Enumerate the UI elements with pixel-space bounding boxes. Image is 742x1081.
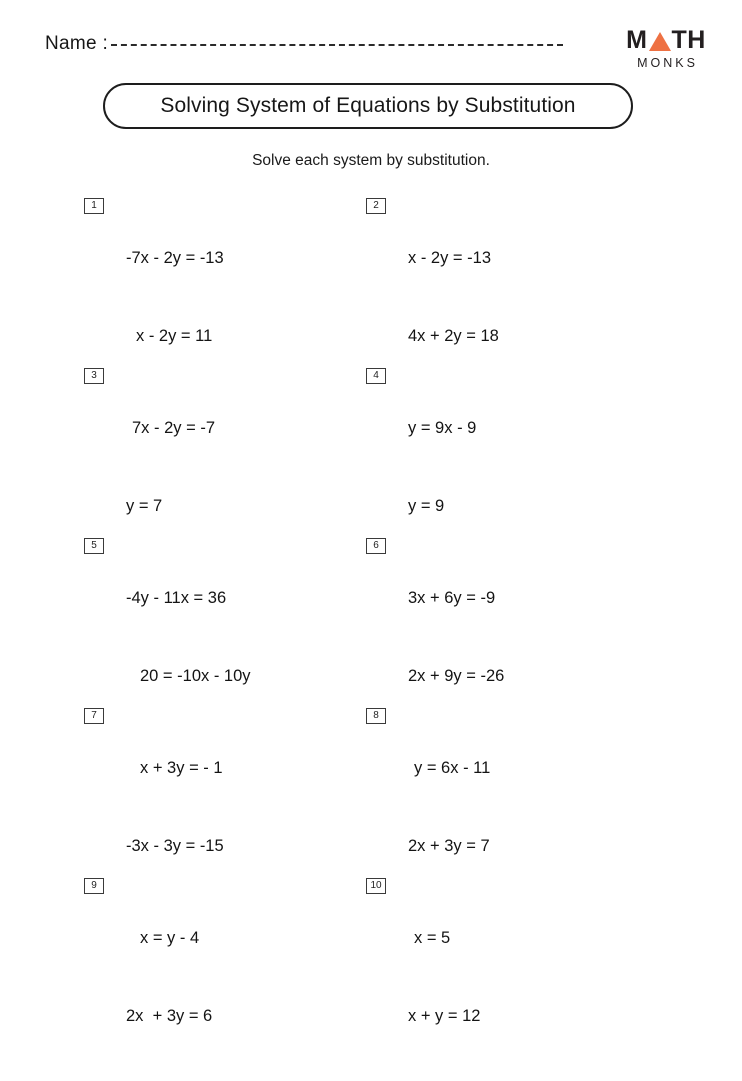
problem-row bbox=[0, 363, 742, 533]
equation-line: x - 2y = 11 bbox=[136, 327, 213, 345]
problem-number-badge: 3 bbox=[84, 368, 104, 384]
name-field-row bbox=[45, 33, 563, 55]
instruction-text: Solve each system by substitution. bbox=[252, 152, 490, 169]
math-monks-logo bbox=[618, 28, 714, 70]
problem-row bbox=[0, 873, 742, 1043]
equation-line: y = 9 bbox=[408, 497, 445, 515]
problem-number-badge: 8 bbox=[366, 708, 386, 724]
logo-letter-m: M bbox=[626, 26, 648, 54]
equation-line: x + 3y = - 1 bbox=[140, 759, 223, 777]
problem-row bbox=[0, 703, 742, 873]
logo-wordmark bbox=[618, 28, 714, 53]
problem-number-badge: 5 bbox=[84, 538, 104, 554]
problem-number-badge: 10 bbox=[366, 878, 386, 894]
problem-number-badge: 2 bbox=[366, 198, 386, 214]
triangle-icon bbox=[649, 32, 671, 51]
worksheet-title-banner bbox=[103, 83, 633, 129]
equation-line: -3x - 3y = -15 bbox=[126, 837, 224, 855]
equation-line: 2x + 3y = 6 bbox=[126, 1007, 213, 1025]
problem-grid bbox=[0, 193, 742, 1043]
equation-line: x = 5 bbox=[414, 929, 451, 947]
logo-subtext: MONKS bbox=[637, 56, 698, 70]
equation-line: -7x - 2y = -13 bbox=[126, 249, 224, 267]
equation-line: y = 6x - 11 bbox=[414, 759, 491, 777]
logo-letters-th: TH bbox=[671, 26, 706, 54]
problem-number-badge: 1 bbox=[84, 198, 104, 214]
equation-line: -4y - 11x = 36 bbox=[126, 589, 227, 607]
problem-item-10 bbox=[360, 873, 742, 1043]
equation-line: 4x + 2y = 18 bbox=[408, 327, 499, 345]
equation-line: x + y = 12 bbox=[408, 1007, 481, 1025]
problem-item-7 bbox=[0, 703, 360, 873]
page-title: Solving System of Equations by Substitution bbox=[160, 94, 576, 117]
problem-item-5 bbox=[0, 533, 360, 703]
problem-item-4 bbox=[360, 363, 742, 533]
problem-number-badge: 9 bbox=[84, 878, 104, 894]
problem-row bbox=[0, 533, 742, 703]
problem-item-3 bbox=[0, 363, 360, 533]
problem-number-badge: 6 bbox=[366, 538, 386, 554]
problem-item-9 bbox=[0, 873, 360, 1043]
equation-line: 3x + 6y = -9 bbox=[408, 589, 496, 607]
problem-number-badge: 7 bbox=[84, 708, 104, 724]
problem-item-1 bbox=[0, 193, 360, 363]
equation-line: 20 = -10x - 10y bbox=[140, 667, 251, 685]
equation-line: y = 7 bbox=[126, 497, 163, 515]
equation-line: y = 9x - 9 bbox=[408, 419, 477, 437]
equation-line: 2x + 9y = -26 bbox=[408, 667, 505, 685]
name-write-line[interactable] bbox=[111, 44, 563, 46]
name-label: Name : bbox=[45, 33, 109, 54]
problem-row bbox=[0, 193, 742, 363]
problem-item-8 bbox=[360, 703, 742, 873]
equation-line: x - 2y = -13 bbox=[408, 249, 491, 267]
equation-line: x = y - 4 bbox=[140, 929, 200, 947]
problem-item-2 bbox=[360, 193, 742, 363]
equation-line: 7x - 2y = -7 bbox=[132, 419, 215, 437]
equation-line: 2x + 3y = 7 bbox=[408, 837, 490, 855]
problem-number-badge: 4 bbox=[366, 368, 386, 384]
page-header bbox=[0, 0, 742, 80]
problem-item-6 bbox=[360, 533, 742, 703]
